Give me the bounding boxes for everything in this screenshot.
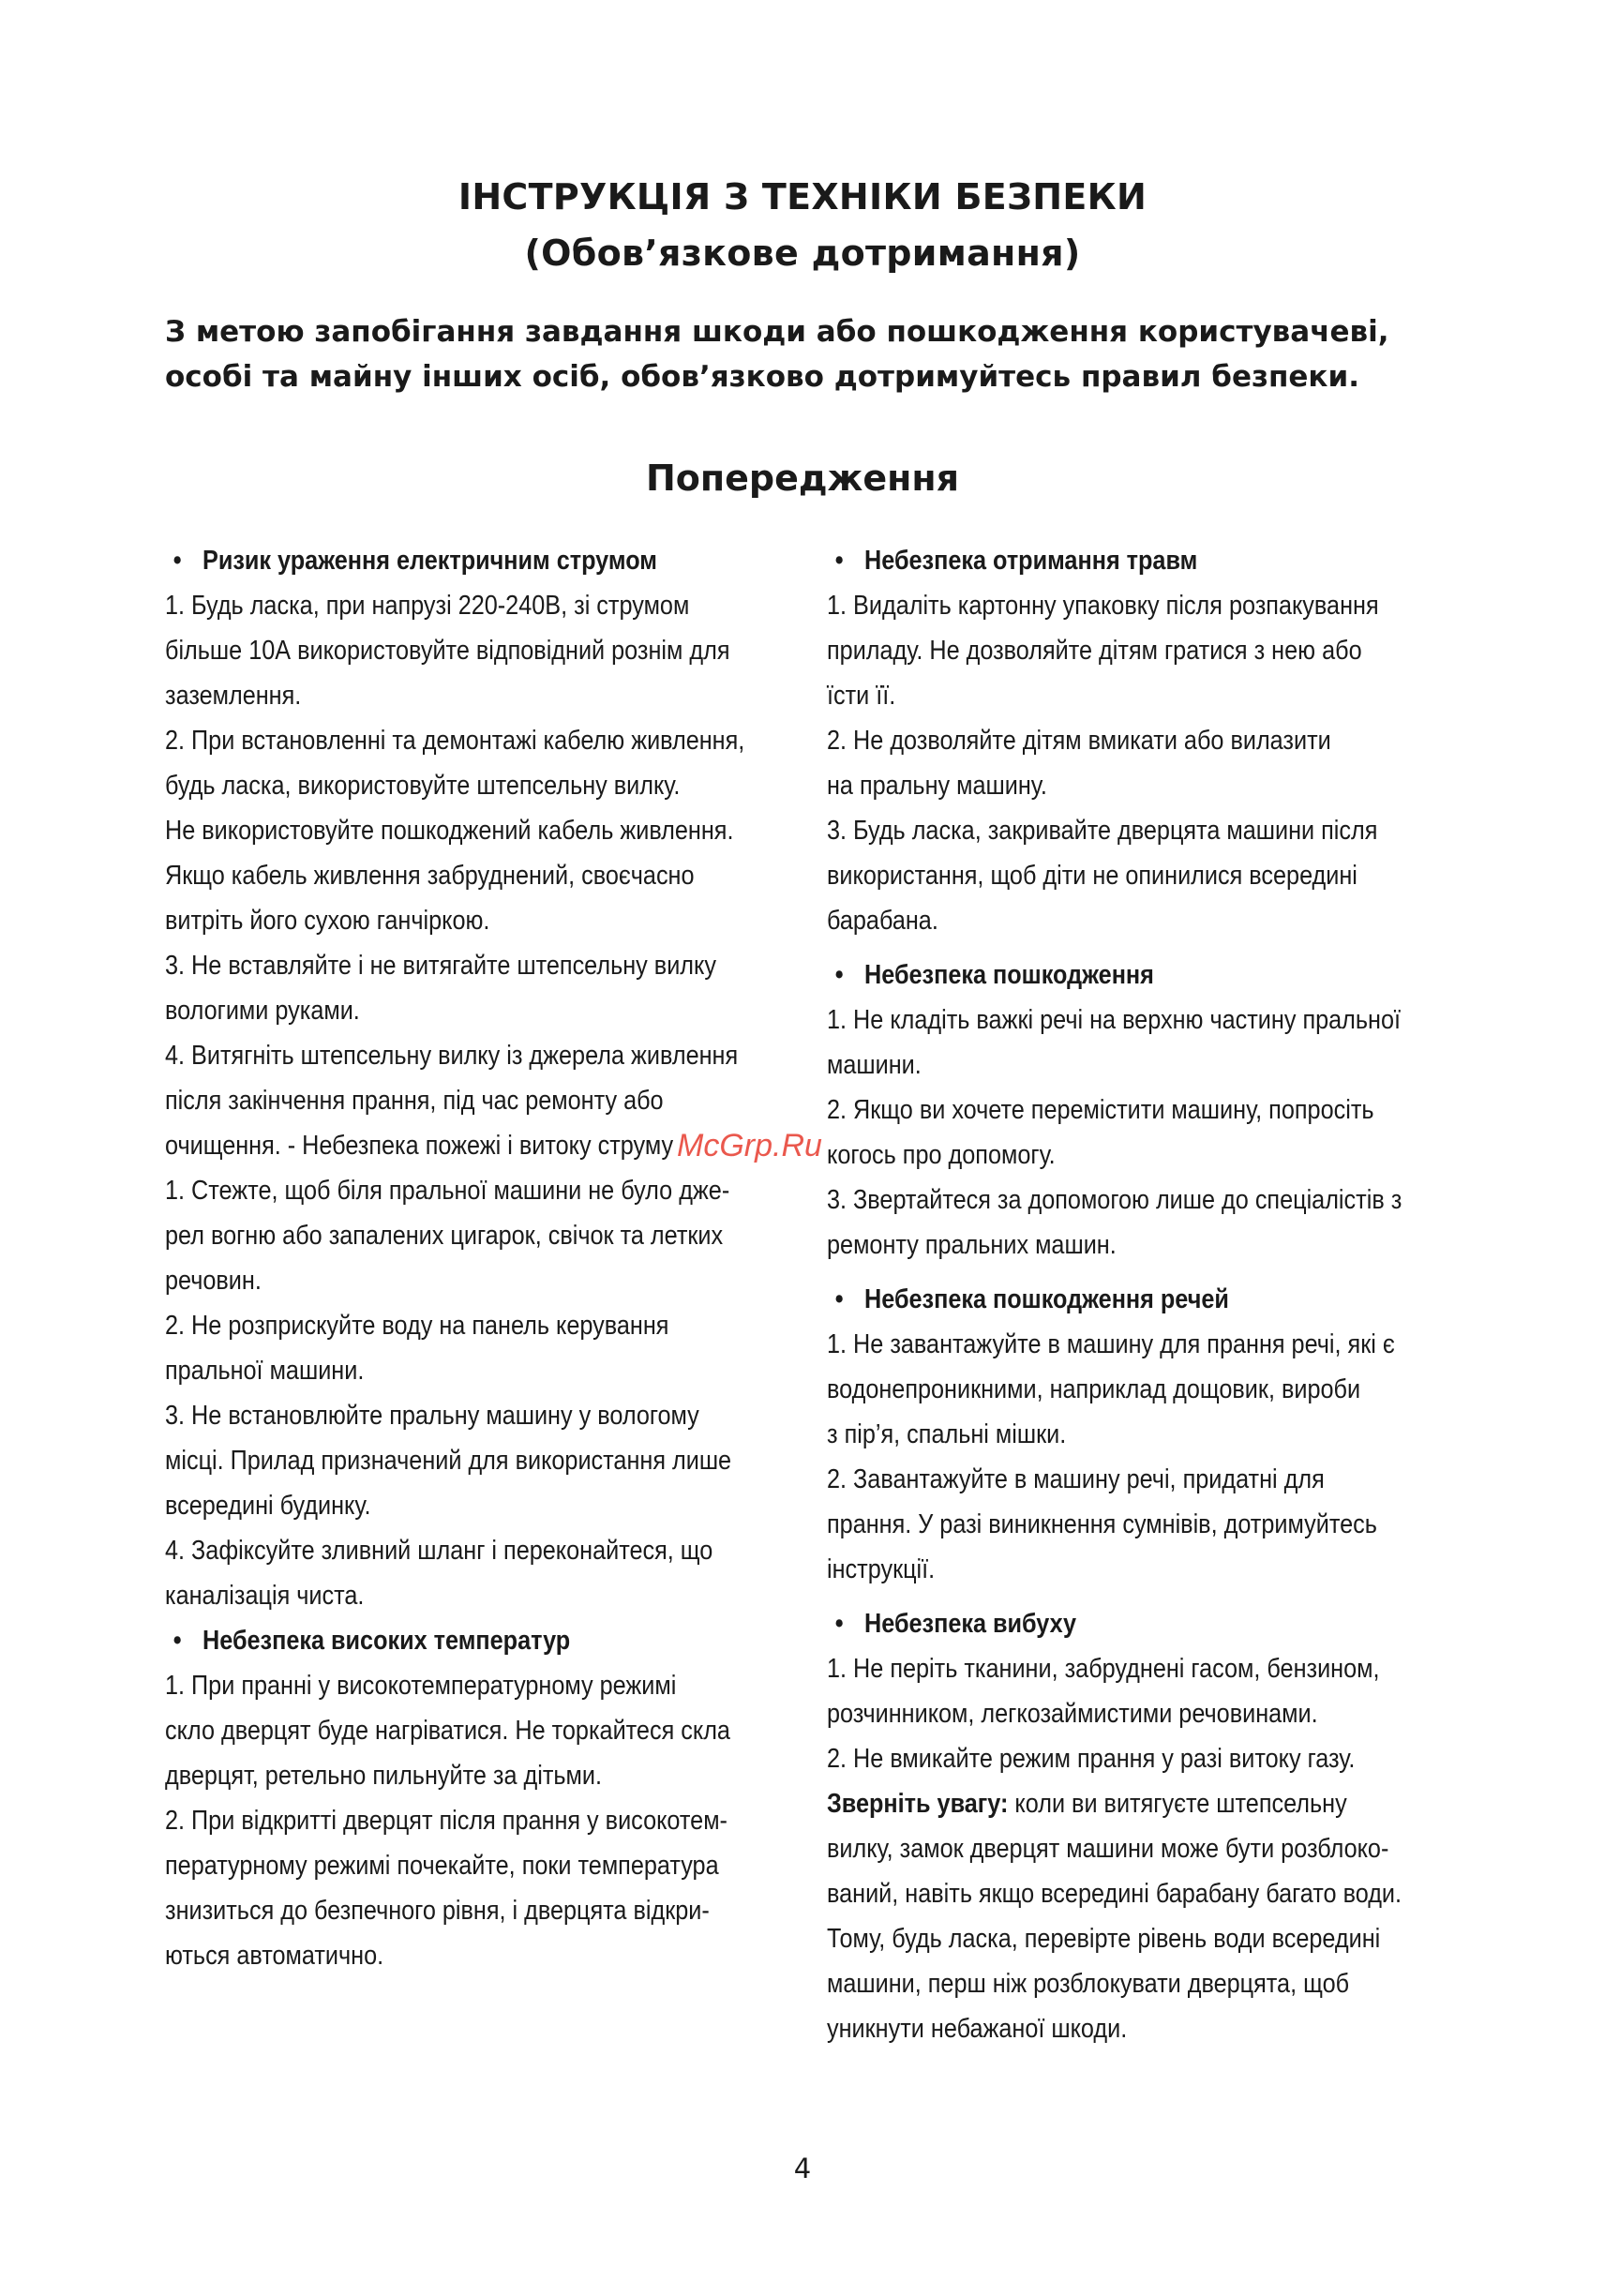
bullet-icon: • [172, 546, 182, 576]
text-line: всередині будинку. [165, 1491, 371, 1521]
text-line: уникнути небажаної шкоди. [827, 2014, 1128, 2044]
things-damage-list [827, 1322, 1414, 1592]
text-line: очищення. - Небезпека пожежі і витоку струму [165, 1131, 674, 1161]
text-line: 1. Будь ласка, при напрузі 220-240В, зі струмом [165, 591, 690, 621]
text-line: ються автоматично. [165, 1941, 384, 1971]
text-line: інструкції. [827, 1554, 936, 1584]
heading-text: Ризик ураження електричним струмом [202, 546, 657, 576]
watermark: McGrp.Ru [677, 1128, 822, 1163]
bullet-icon: • [834, 1609, 844, 1639]
text-line: 1. Не періть тканини, забруднені гасом, бензином, [827, 1654, 1380, 1684]
heading-text: Небезпека отримання травм [864, 546, 1198, 576]
text-line: будь ласка, використовуйте штепсельну вилку. [165, 771, 681, 801]
things-damage-heading [827, 1277, 1414, 1322]
text-line: водонепроникними, наприклад дощовик, вироби [827, 1374, 1361, 1404]
bullet-icon: • [834, 960, 844, 990]
intro-line-2: особі та майну інших осіб, обов’язково дотримуйтесь правил безпеки. [165, 360, 1359, 394]
text-line: барабана. [827, 906, 938, 936]
text-line: 2. Не розприскуйте воду на панель керування [165, 1311, 669, 1341]
text-line: 2. При відкритті дверцят після прання у високотем- [165, 1806, 728, 1836]
high-temperature-heading [165, 1618, 752, 1663]
text-line: після закінчення прання, під час ремонту або [165, 1086, 664, 1116]
text-line: 3. Не вставляйте і не витягайте штепсельну вилку [165, 951, 716, 981]
left-column [165, 538, 752, 1978]
electric-shock-list [165, 583, 752, 1618]
text-line: 2. Не вмикайте режим прання у разі витоку газу. [827, 1744, 1356, 1774]
note-first-line-text: коли ви витягуєте штепсельну [1008, 1789, 1347, 1819]
text-line: когось про допомогу. [827, 1140, 1056, 1170]
text-line: знизиться до безпечного рівня, і дверцята відкри- [165, 1896, 710, 1926]
right-column [827, 538, 1414, 2051]
note-first-line [827, 1781, 1414, 1826]
text-line: 1. Стежте, щоб біля пральної машини не було дже- [165, 1176, 730, 1206]
heading-text: Небезпека високих температур [202, 1626, 571, 1656]
text-line: розчинником, легкозаймистими речовинами. [827, 1699, 1318, 1729]
note-label: Зверніть увагу: [827, 1789, 1009, 1819]
bullet-icon: • [834, 1284, 844, 1314]
text-line: місці. Прилад призначений для використання лише [165, 1446, 732, 1476]
text-line: з пір’я, спальні мішки. [827, 1419, 1067, 1449]
text-line: 2. Якщо ви хочете перемістити машину, попросіть [827, 1095, 1374, 1125]
text-line: Тому, будь ласка, перевірте рівень води всередині [827, 1924, 1381, 1954]
text-line: машини. [827, 1050, 922, 1080]
text-line: 2. Не дозволяйте дітям вмикати або вилазити [827, 726, 1331, 756]
section-gap [827, 1268, 1414, 1277]
intro-paragraph [165, 309, 1449, 399]
text-line: 4. Витягніть штепсельну вилку із джерела живлення [165, 1041, 739, 1071]
text-line: більше 10А використовуйте відповідний рознім для [165, 636, 730, 666]
high-temperature-list [165, 1663, 752, 1978]
text-line: витріть його сухою ганчіркою. [165, 906, 490, 936]
text-line: 4. Зафіксуйте зливний шланг і переконайтеся, що [165, 1536, 713, 1566]
page-number: 4 [793, 2153, 812, 2184]
text-line: їсти її. [827, 681, 896, 711]
text-line: 1. Не завантажуйте в машину для прання речі, які є [827, 1329, 1395, 1359]
text-line: пературному режимі почекайте, поки температура [165, 1851, 719, 1881]
injury-list [827, 583, 1414, 943]
text-line: вилку, замок дверцят машини може бути розблоко- [827, 1834, 1389, 1864]
text-line: 1. Видаліть картонну упаковку після розпакування [827, 591, 1379, 621]
section-gap [827, 1592, 1414, 1601]
text-line: машини, перш ніж розблокувати дверцята, щоб [827, 1969, 1350, 1999]
injury-heading [827, 538, 1414, 583]
note-list [827, 1826, 1414, 2051]
text-line: пральної машини. [165, 1356, 365, 1386]
text-line: заземлення. [165, 681, 302, 711]
damage-list [827, 998, 1414, 1268]
document-title [0, 169, 1605, 281]
text-line: 1. Не кладіть важкі речі на верхню частину пральної [827, 1005, 1402, 1035]
text-line: речовин. [165, 1266, 262, 1296]
text-line: скло дверцят буде нагріватися. Не торкайтеся скла [165, 1716, 730, 1746]
text-line: 3. Не встановлюйте пральну машину у вологому [165, 1401, 699, 1431]
text-line: 3. Звертайтеся за допомогою лише до спеціалістів з [827, 1185, 1402, 1215]
text-line: прання. У разі виникнення сумнівів, дотримуйтесь [827, 1509, 1377, 1539]
text-line: використання, щоб діти не опинилися всередині [827, 861, 1358, 891]
damage-heading [827, 953, 1414, 998]
text-line: 2. При встановленні та демонтажі кабелю живлення, [165, 726, 745, 756]
text-line: ваний, навіть якщо всередині барабану багато води. [827, 1879, 1402, 1909]
intro-line-1: З метою запобігання завдання шкоди або пошкодження користувачеві, [165, 315, 1389, 349]
text-line: ремонту пральних машин. [827, 1230, 1117, 1260]
explosion-list [827, 1646, 1414, 1781]
title-line-2: (Обов’язкове дотримання) [524, 233, 1081, 274]
heading-text: Небезпека вибуху [864, 1609, 1077, 1639]
text-line: дверцят, ретельно пильнуйте за дітьми. [165, 1761, 602, 1791]
text-line: каналізація чиста. [165, 1581, 365, 1611]
explosion-heading [827, 1601, 1414, 1646]
bullet-icon: • [172, 1626, 182, 1656]
heading-text: Небезпека пошкодження [864, 960, 1154, 990]
section-heading: Попередження [645, 458, 960, 499]
heading-text: Небезпека пошкодження речей [864, 1284, 1229, 1314]
text-line: на пральну машину. [827, 771, 1047, 801]
text-line: 1. При пранні у високотемпературному режимі [165, 1671, 677, 1701]
text-line: приладу. Не дозволяйте дітям гратися з нею або [827, 636, 1362, 666]
title-line-1: ІНСТРУКЦІЯ З ТЕХНІКИ БЕЗПЕКИ [458, 176, 1148, 218]
text-line: 2. Завантажуйте в машину речі, придатні для [827, 1464, 1325, 1494]
section-gap [827, 943, 1414, 953]
text-line: вологими руками. [165, 996, 360, 1026]
text-line: 3. Будь ласка, закривайте дверцята машини після [827, 816, 1378, 846]
text-line: рел вогню або запалених цигарок, свічок та летких [165, 1221, 724, 1251]
electric-shock-heading [165, 538, 752, 583]
bullet-icon: • [834, 546, 844, 576]
text-line: Не використовуйте пошкоджений кабель живлення. [165, 816, 734, 846]
text-line: Якщо кабель живлення забруднений, своєчасно [165, 861, 695, 891]
